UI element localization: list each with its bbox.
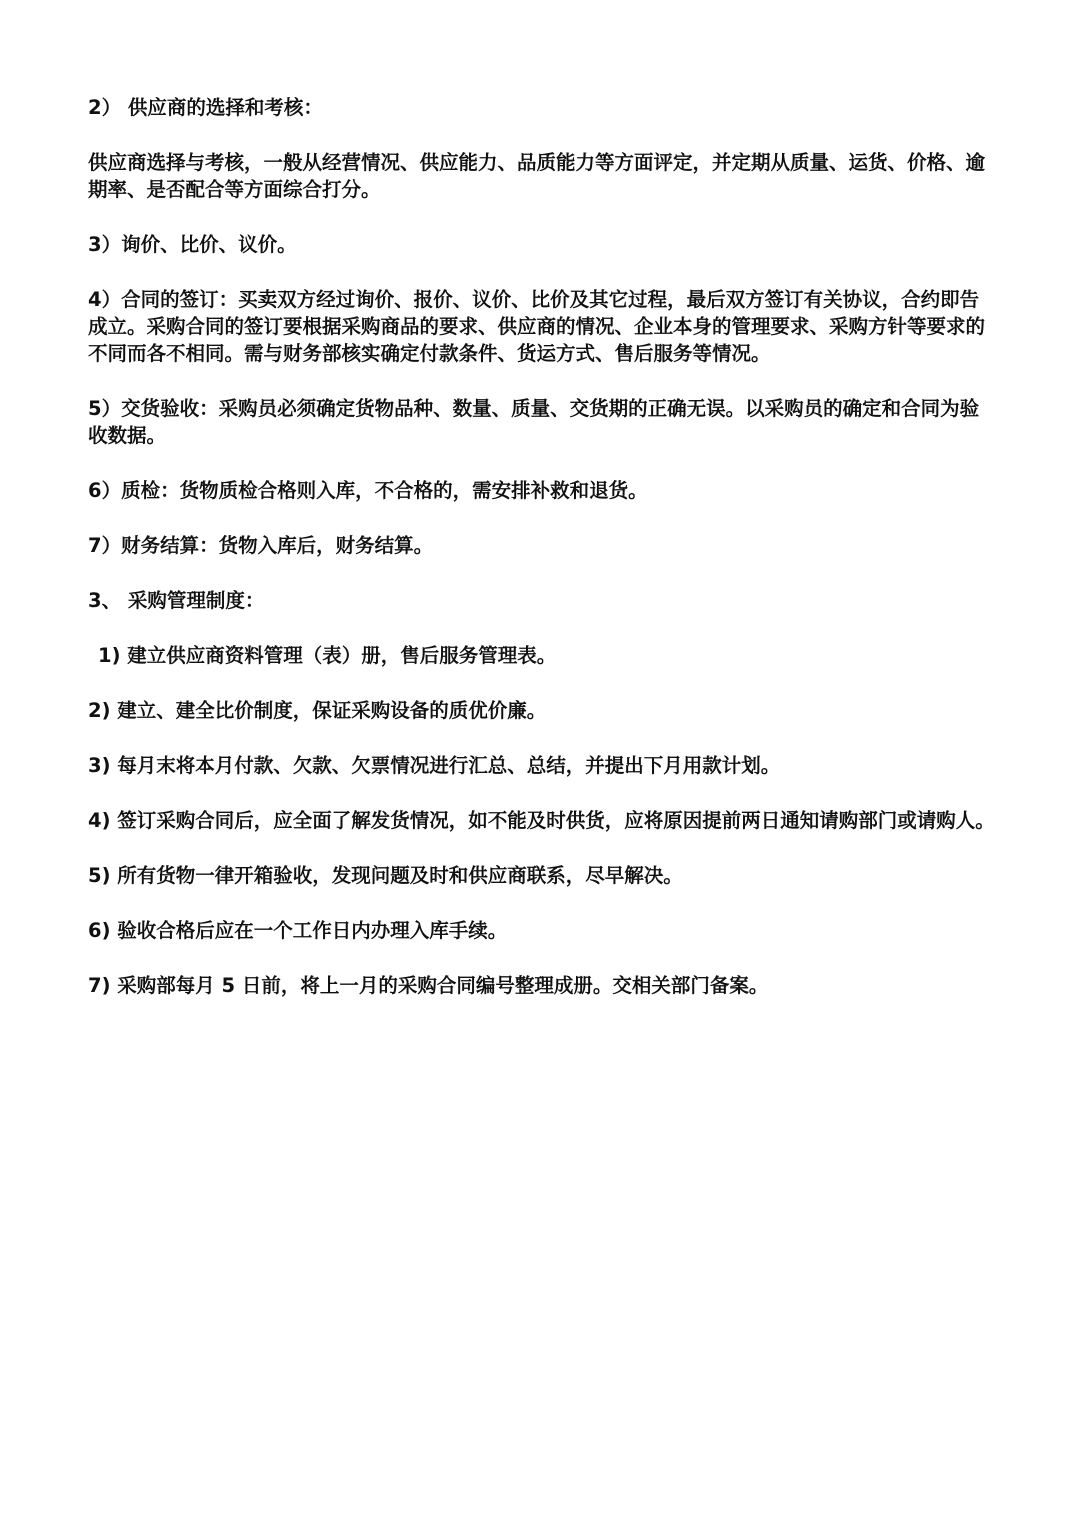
rule-item-4: 4) 签订采购合同后，应全面了解发货情况，如不能及时供货，应将原因提前两日通知请购部门或请购人。 (88, 809, 995, 832)
rule-item-2: 2) 建立、建全比价制度，保证采购设备的质优价廉。 (88, 699, 547, 722)
section-heading-procurement-rules: 3、 采购管理制度： (88, 589, 265, 612)
paragraph-financial-settlement: 7）财务结算：货物入库后，财务结算。 (88, 534, 434, 557)
paragraph-supplier-evaluation: 供应商选择与考核，一般从经营情况、供应能力、品质能力等方面评定，并定期从质量、运货、价格、逾期率、是否配合等方面综合打分。 (88, 151, 986, 201)
rule-item-3: 3) 每月末将本月付款、欠款、欠票情况进行汇总、总结，并提出下月用款计划。 (88, 754, 781, 777)
paragraph-quality-inspection: 6）质检：货物质检合格则入库，不合格的，需安排补救和退货。 (88, 479, 648, 502)
rule-item-7: 7) 采购部每月 5 日前，将上一月的采购合同编号整理成册。交相关部门备案。 (88, 974, 769, 997)
rule-item-6: 6) 验收合格后应在一个工作日内办理入库手续。 (88, 919, 508, 942)
rule-item-1: 1) 建立供应商资料管理（表）册，售后服务管理表。 (98, 644, 557, 667)
document-body (88, 94, 998, 1027)
section-heading-supplier-selection: 2） 供应商的选择和考核： (88, 96, 323, 119)
paragraph-delivery-acceptance: 5）交货验收：采购员必须确定货物品种、数量、质量、交货期的正确无误。以采购员的确定和合同为验收数据。 (88, 397, 980, 447)
paragraph-inquiry: 3）询价、比价、议价。 (88, 233, 297, 256)
rule-item-5: 5) 所有货物一律开箱验收，发现问题及时和供应商联系，尽早解决。 (88, 864, 683, 887)
paragraph-contract-signing: 4）合同的签订：买卖双方经过询价、报价、议价、比价及其它过程，最后双方签订有关协议，合约即告成立。采购合同的签订要根据采购商品的要求、供应商的情况、企业本身的管理要求、采购方针等要求的不同而各不相同。需与财务部核实确定付款条件、货运方式、售后服务等情况。 (88, 288, 986, 365)
